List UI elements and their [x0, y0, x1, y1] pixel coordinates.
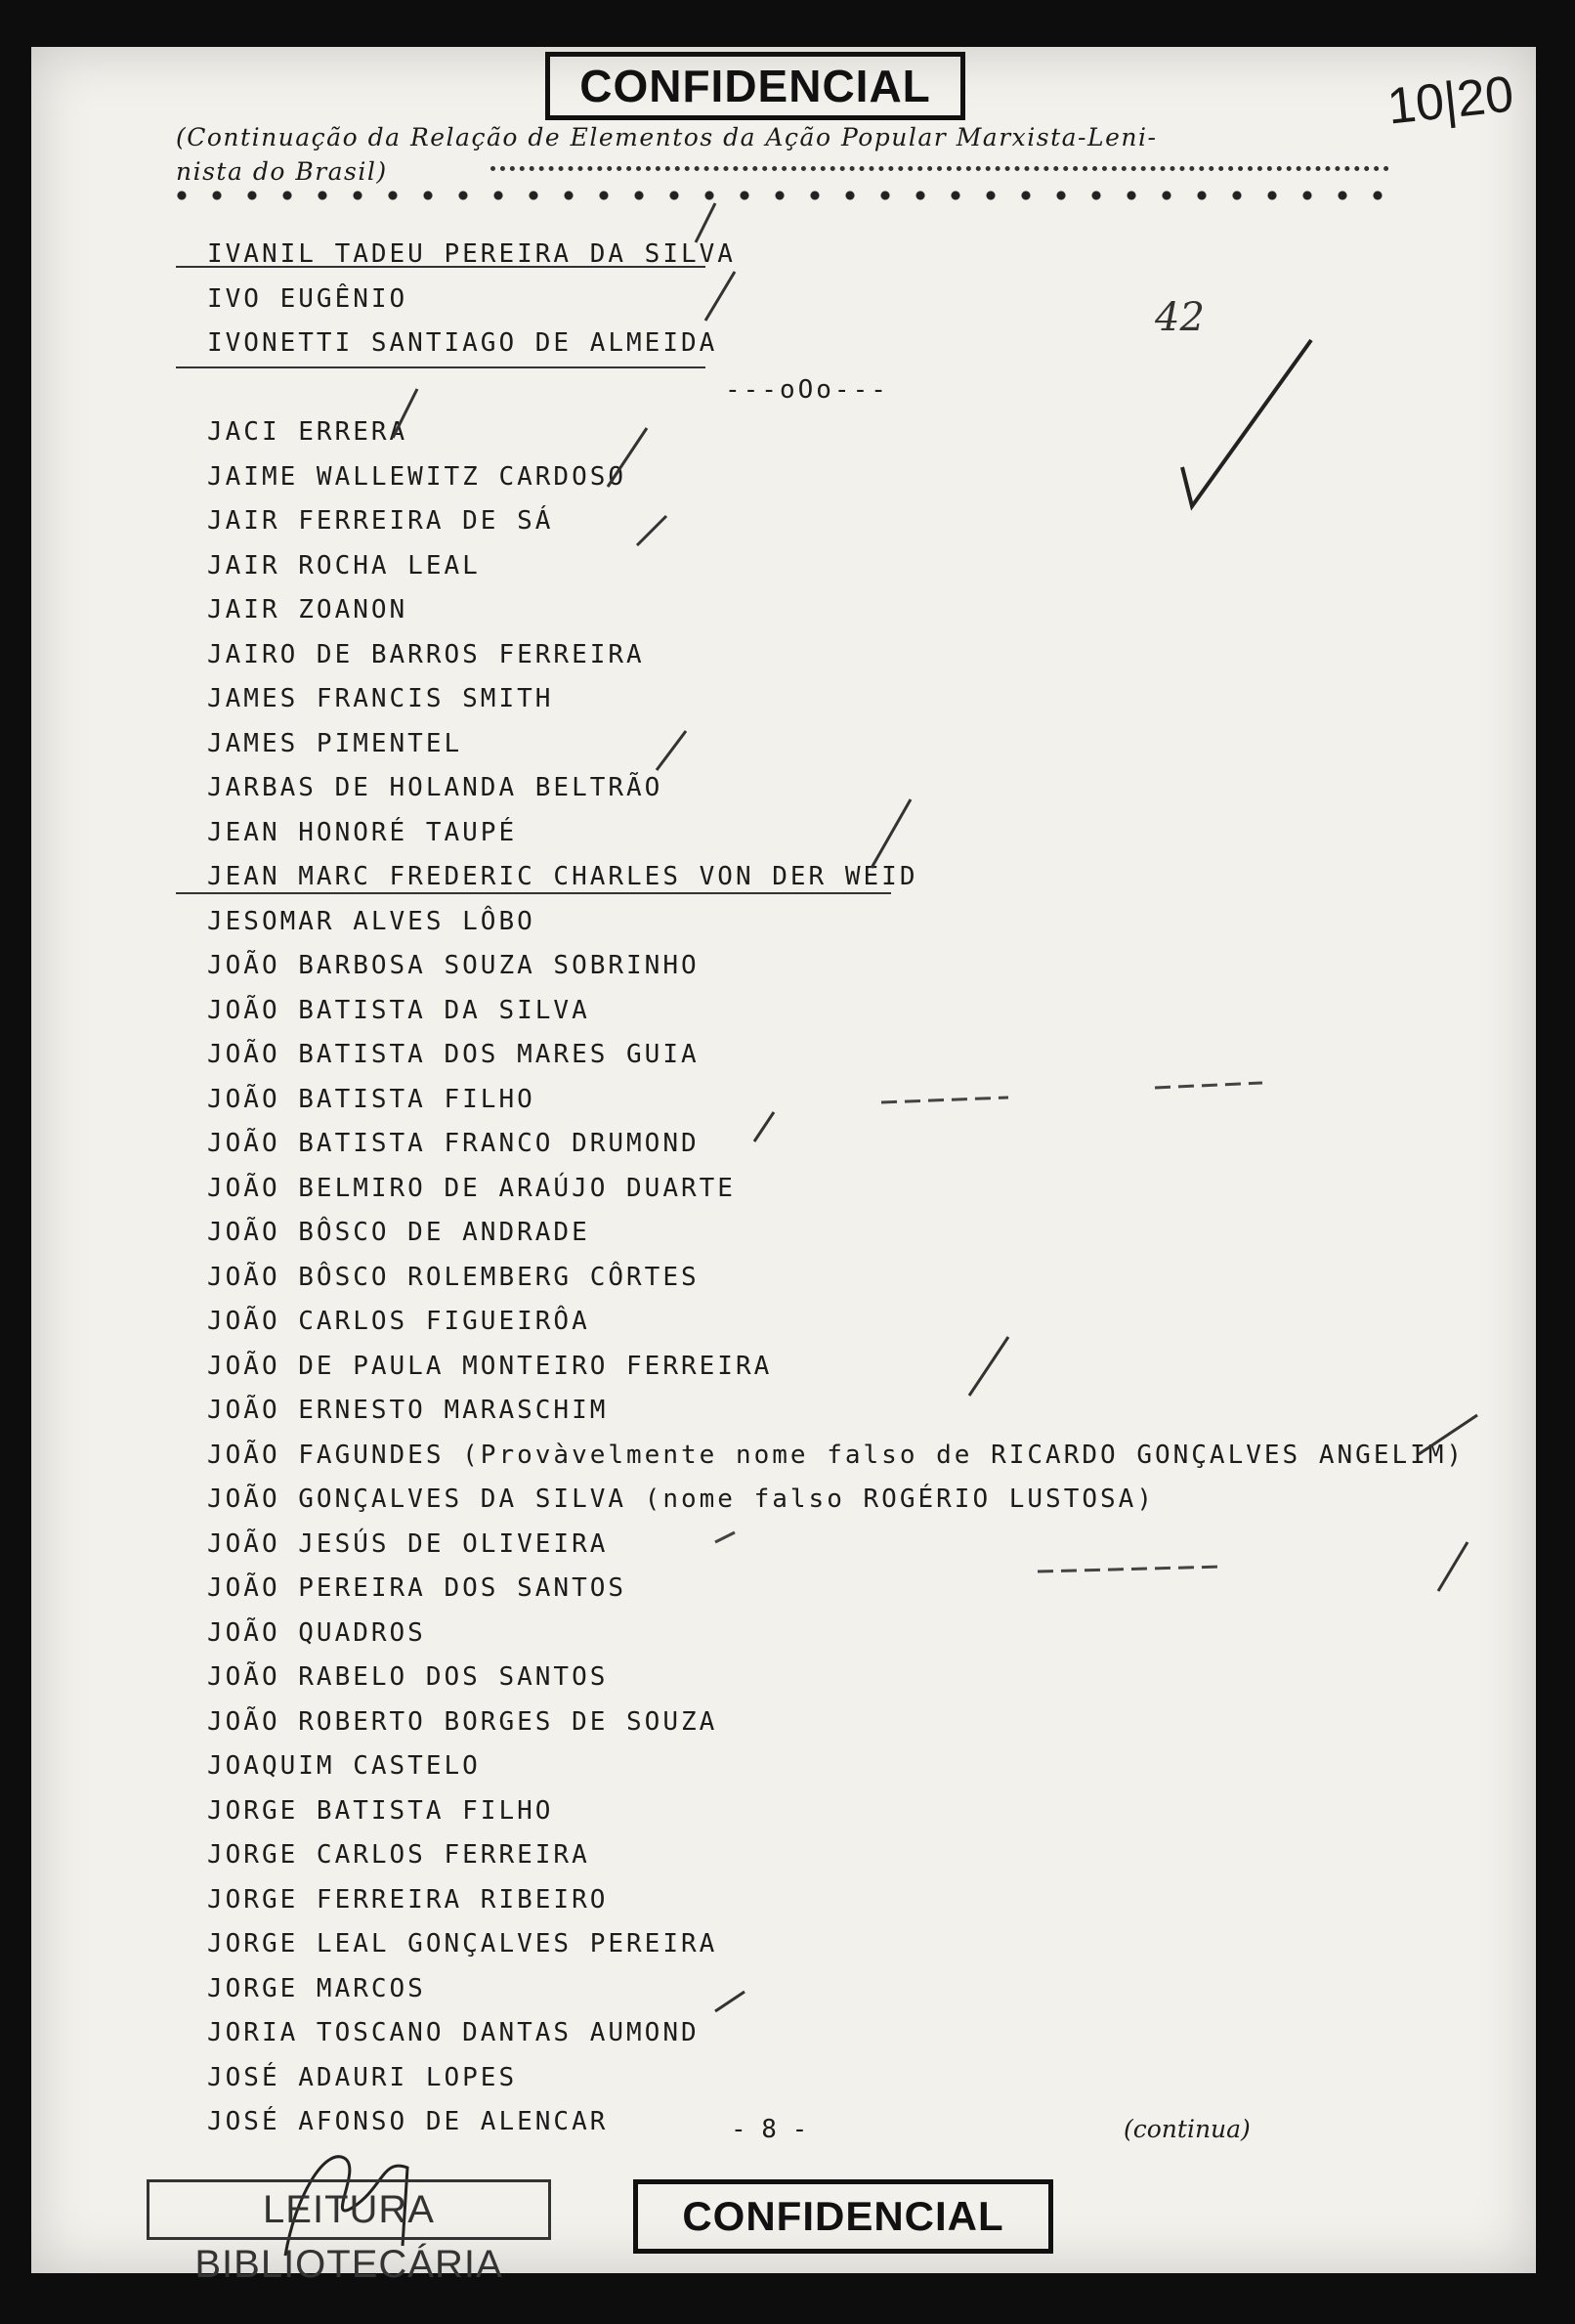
tick-mark: [696, 203, 715, 242]
document-page: [31, 47, 1536, 2286]
list-item: JORGE MARCOS: [207, 1973, 426, 2003]
list-item: JAMES PIMENTEL: [207, 728, 463, 758]
list-item: JOÃO BÔSCO DE ANDRADE: [207, 1218, 590, 1247]
list-item: JOÃO RABELO DOS SANTOS: [207, 1662, 609, 1692]
list-item: JESOMAR ALVES LÔBO: [207, 906, 535, 936]
list-item: JOÃO BATISTA DOS MARES GUIA: [207, 1040, 700, 1069]
reference-number: 10|20: [1384, 65, 1516, 136]
list-item: JOÃO GONÇALVES DA SILVA (nome falso ROGÉRIO LUSTOSA): [207, 1485, 1155, 1514]
list-item: JOÃO QUADROS: [207, 1617, 426, 1648]
tick-mark: [715, 1992, 745, 2011]
list-item: JOSÉ ADAURI LOPES: [207, 2062, 518, 2092]
tick-mark: [705, 272, 735, 321]
list-item: JAIR ROCHA LEAL: [207, 550, 481, 581]
list-item: JOÃO FAGUNDES (Provàvelmente nome falso de RICARDO GONÇALVES ANGELIM): [207, 1440, 1466, 1470]
header-line-2: nista do Brasil): [176, 157, 388, 186]
tick-mark: [1419, 1415, 1477, 1454]
tick-mark: [393, 389, 417, 438]
list-item: JOÃO ERNESTO MARASCHIM: [207, 1396, 609, 1425]
list-item: JORGE LEAL GONÇALVES PEREIRA: [207, 1929, 718, 1958]
continua-label: (continua): [1124, 2115, 1251, 2143]
list-item: JAMES FRANCIS SMITH: [207, 684, 554, 713]
list-item: JOÃO BATISTA FILHO: [207, 1084, 535, 1114]
list-item: JOÃO PEREIRA DOS SANTOS: [207, 1573, 627, 1603]
list-item: JORIA TOSCANO DANTAS AUMOND: [207, 2018, 700, 2047]
tick-mark: [608, 428, 647, 487]
list-item: IVONETTI SANTIAGO DE ALMEIDA: [207, 328, 718, 358]
list-item: JAIR ZOANON: [207, 595, 408, 624]
list-item: JEAN HONORÉ TAUPÉ: [207, 817, 518, 847]
list-item: JOAQUIM CASTELO: [207, 1751, 481, 1781]
list-item: JOÃO BELMIRO DE ARAÚJO DUARTE: [207, 1173, 736, 1203]
dash-mark: [1038, 1567, 1223, 1571]
list-item: JEAN MARC FREDERIC CHARLES VON DER WEID: [207, 862, 918, 891]
tick-mark: [657, 731, 686, 770]
list-item: JAIME WALLEWITZ CARDOSO: [207, 461, 627, 492]
dash-mark: [1155, 1083, 1262, 1088]
tick-mark: [969, 1337, 1008, 1396]
list-item: JOÃO CARLOS FIGUEIRÔA: [207, 1307, 590, 1336]
dash-mark: [715, 1532, 735, 1542]
list-item: JOÃO BARBOSA SOUZA SOBRINHO: [207, 951, 700, 980]
section-separator: ---oOo---: [725, 375, 889, 405]
leitura-stamp: LEITURA BIBLIOTECÁRIA: [147, 2179, 551, 2240]
list-item: JAIRO DE BARROS FERREIRA: [207, 639, 645, 669]
tick-mark: [872, 799, 911, 868]
dash-mark: [881, 1097, 1008, 1102]
tick-mark: [1438, 1542, 1468, 1591]
list-item: JOÃO JESÚS DE OLIVEIRA: [207, 1528, 609, 1559]
tick-mark: [754, 1112, 774, 1141]
list-item: JOSÉ AFONSO DE ALENCAR: [207, 2107, 609, 2136]
list-item: JOÃO DE PAULA MONTEIRO FERREIRA: [207, 1351, 773, 1381]
list-item: JORGE FERREIRA RIBEIRO: [207, 1884, 609, 1915]
check-mark-large: [1182, 340, 1311, 506]
list-item: JORGE CARLOS FERREIRA: [207, 1840, 590, 1870]
list-item: JOÃO BATISTA FRANCO DRUMOND: [207, 1129, 700, 1158]
list-item: JAIR FERREIRA DE SÁ: [207, 506, 554, 536]
list-item: JOÃO BATISTA DA SILVA: [207, 995, 590, 1025]
handwritten-marks: [31, 47, 1536, 2273]
header-line-1: (Continuação da Relação de Elementos da Ação Popular Marxista-Leni-: [176, 123, 1158, 151]
margin-note: 42: [1155, 295, 1205, 340]
page-number: - 8 -: [731, 2115, 808, 2144]
list-item: IVO EUGÊNIO: [207, 283, 408, 314]
list-item: JORGE BATISTA FILHO: [207, 1795, 554, 1826]
tick-mark: [637, 516, 666, 545]
confidencial-stamp-top: CONFIDENCIAL: [545, 52, 965, 120]
list-item: JOÃO BÔSCO ROLEMBERG CÔRTES: [207, 1262, 700, 1292]
list-item: JARBAS DE HOLANDA BELTRÃO: [207, 773, 663, 802]
list-item: JACI ERRERA: [207, 417, 408, 447]
list-item: JOÃO ROBERTO BORGES DE SOUZA: [207, 1706, 718, 1737]
confidencial-stamp-bottom: CONFIDENCIAL: [633, 2179, 1053, 2254]
list-item: IVANIL TADEU PEREIRA DA SILVA: [207, 239, 736, 269]
